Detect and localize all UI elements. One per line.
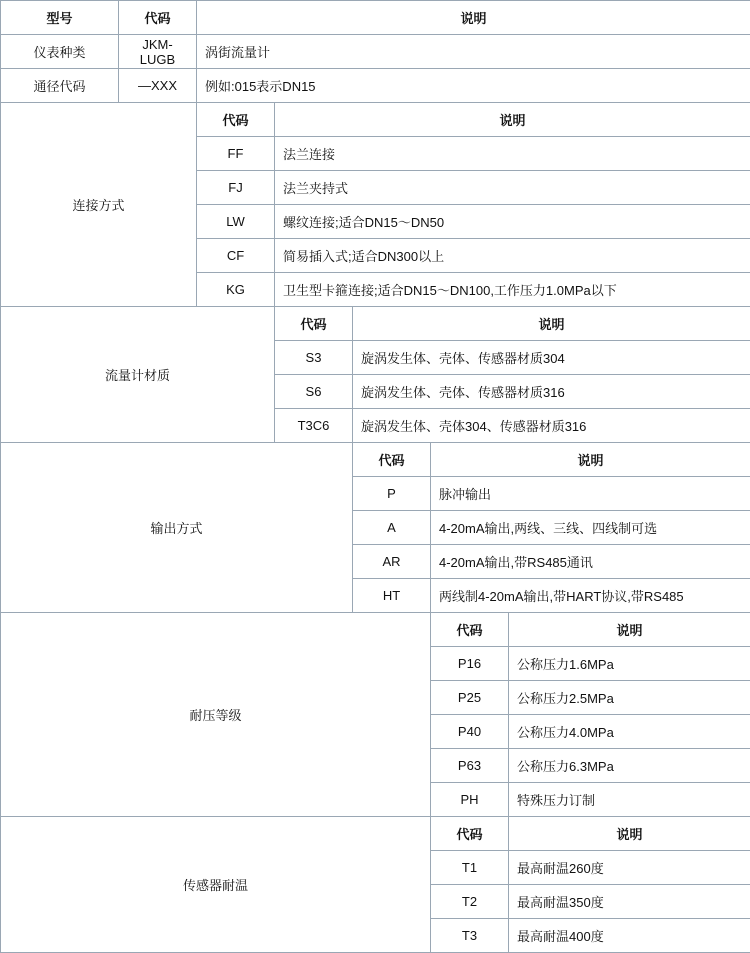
item-desc: 旋涡发生体、壳体304、传感器材质316 (353, 409, 750, 443)
header-code: 代码 (119, 1, 197, 35)
section-name-connection: 连接方式 (1, 103, 197, 307)
section-name-material: 流量计材质 (1, 307, 275, 443)
subheader-code: 代码 (275, 307, 353, 341)
item-code: P63 (431, 749, 509, 783)
section-name-output: 输出方式 (1, 443, 353, 613)
item-code: P16 (431, 647, 509, 681)
row-label: 通径代码 (1, 69, 119, 103)
item-desc: 螺纹连接;适合DN15～DN50 (275, 205, 750, 239)
section-name-pressure: 耐压等级 (1, 613, 431, 817)
item-code: CF (197, 239, 275, 273)
item-desc: 4-20mA输出,两线、三线、四线制可选 (431, 511, 750, 545)
section-subheader-row (1, 443, 750, 477)
table-row (1, 35, 750, 69)
item-code: FF (197, 137, 275, 171)
row-desc: 例如:015表示DN15 (197, 69, 750, 103)
item-code: PH (431, 783, 509, 817)
item-code: S6 (275, 375, 353, 409)
item-desc: 卫生型卡箍连接;适合DN15～DN100,工作压力1.0MPa以下 (275, 273, 750, 307)
item-desc: 最高耐温350度 (509, 885, 750, 919)
item-code: S3 (275, 341, 353, 375)
section-subheader-row (1, 103, 750, 137)
item-desc: 公称压力4.0MPa (509, 715, 750, 749)
item-code: P (353, 477, 431, 511)
item-code: P40 (431, 715, 509, 749)
header-desc: 说明 (197, 1, 750, 35)
section-subheader-row (1, 307, 750, 341)
row-desc: 涡街流量计 (197, 35, 750, 69)
item-code: P25 (431, 681, 509, 715)
item-code: LW (197, 205, 275, 239)
item-desc: 旋涡发生体、壳体、传感器材质316 (353, 375, 750, 409)
row-code: —XXX (119, 69, 197, 103)
item-desc: 最高耐温400度 (509, 919, 750, 953)
item-desc: 最高耐温260度 (509, 851, 750, 885)
item-desc: 简易插入式;适合DN300以上 (275, 239, 750, 273)
item-desc: 法兰夹持式 (275, 171, 750, 205)
item-code: HT (353, 579, 431, 613)
item-desc: 公称压力6.3MPa (509, 749, 750, 783)
item-desc: 脉冲输出 (431, 477, 750, 511)
item-code: T3 (431, 919, 509, 953)
subheader-desc: 说明 (509, 817, 750, 851)
item-desc: 法兰连接 (275, 137, 750, 171)
section-name-temperature: 传感器耐温 (1, 817, 431, 953)
subheader-code: 代码 (431, 613, 509, 647)
item-code: T2 (431, 885, 509, 919)
item-code: T1 (431, 851, 509, 885)
item-code: FJ (197, 171, 275, 205)
item-code: T3C6 (275, 409, 353, 443)
subheader-desc: 说明 (353, 307, 750, 341)
subheader-desc: 说明 (431, 443, 750, 477)
subheader-code: 代码 (353, 443, 431, 477)
section-subheader-row (1, 817, 750, 851)
header-model: 型号 (1, 1, 119, 35)
item-desc: 4-20mA输出,带RS485通讯 (431, 545, 750, 579)
table-header-row (1, 1, 750, 35)
row-label: 仪表种类 (1, 35, 119, 69)
subheader-code: 代码 (197, 103, 275, 137)
item-code: A (353, 511, 431, 545)
item-desc: 特殊压力订制 (509, 783, 750, 817)
section-subheader-row (1, 613, 750, 647)
row-code: JKM-LUGB (119, 35, 197, 69)
table-row (1, 69, 750, 103)
item-desc: 旋涡发生体、壳体、传感器材质304 (353, 341, 750, 375)
item-desc: 两线制4-20mA输出,带HART协议,带RS485 (431, 579, 750, 613)
item-desc: 公称压力1.6MPa (509, 647, 750, 681)
subheader-desc: 说明 (509, 613, 750, 647)
subheader-desc: 说明 (275, 103, 750, 137)
item-code: AR (353, 545, 431, 579)
subheader-code: 代码 (431, 817, 509, 851)
item-code: KG (197, 273, 275, 307)
item-desc: 公称压力2.5MPa (509, 681, 750, 715)
